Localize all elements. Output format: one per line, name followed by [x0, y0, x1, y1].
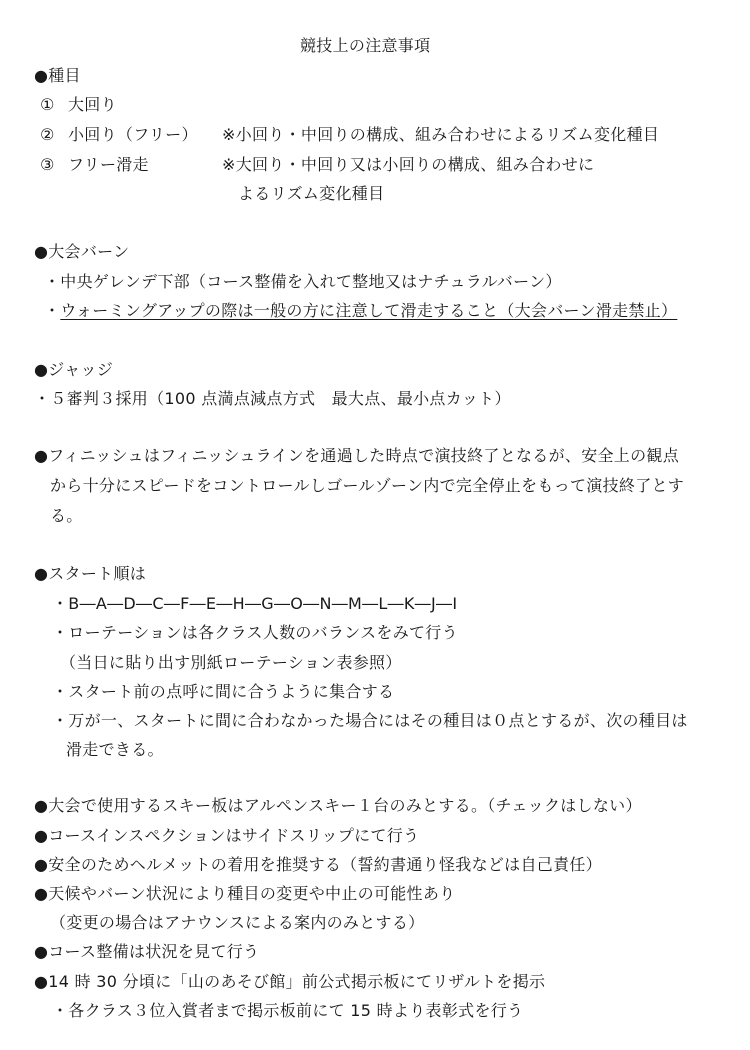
finish-line-2: から十分にスピードをコントロールしゴールゾーン内で完全停止をもって演技終了とす — [50, 476, 685, 495]
finish-line-1: ●フィニッシュはフィニッシュラインを通過した時点で演技終了となるが、安全上の観点 — [34, 446, 680, 465]
start-late-line-1: ・万が一、スタートに間に合わなかった場合にはその種目は０点とするが、次の種目は — [52, 711, 688, 730]
event-item-3-number: ③ — [40, 155, 55, 174]
helmet-rule: ●安全のためヘルメットの着用を推奨する（誓約書通り怪我などは自己責任） — [34, 855, 602, 874]
event-item-1-name: 大回り — [68, 95, 117, 114]
judge-heading: ●ジャッジ — [34, 360, 114, 379]
start-late-line-2: 滑走できる。 — [66, 740, 164, 759]
weather-note: （変更の場合はアナウンスによる案内のみとする） — [50, 913, 425, 932]
judge-line-1: ・５審判３採用（100 点満点減点方式 最大点、最小点カット） — [34, 389, 511, 408]
ceremony-rule: ・各クラス３位入賞者まで掲示板前にて 15 時より表彰式を行う — [52, 1001, 524, 1020]
event-item-2-number: ② — [40, 125, 55, 144]
event-item-2-name: 小回り（フリー） — [68, 125, 198, 144]
maintenance-rule: ●コース整備は状況を見て行う — [34, 942, 260, 961]
start-rollcall: ・スタート前の点呼に間に合うように集合する — [52, 682, 395, 701]
warmup-warning: ウォーミングアップの際は一般の方に注意して滑走すること（大会バーン滑走禁止） — [60, 301, 678, 320]
events-heading: ●種目 — [34, 66, 81, 85]
event-item-2-note: ※小回り・中回りの構成、組み合わせによるリズム変化種目 — [222, 125, 660, 144]
slope-line-2 — [44, 303, 677, 319]
finish-line-3: る。 — [50, 506, 83, 525]
ski-rule: ●大会で使用するスキー板はアルペンスキー１台のみとする。（チェックはしない） — [34, 796, 642, 815]
start-order: ・B―A―D―C―F―E―H―G―O―N―M―L―K―J―I — [52, 594, 458, 613]
inspection-rule: ●コースインスペクションはサイドスリップにて行う — [34, 826, 420, 845]
start-heading: ●スタート順は — [34, 564, 147, 583]
slope-line-2-bullet: ・ — [44, 301, 61, 320]
event-item-1-number: ① — [40, 95, 55, 114]
results-rule: ●14 時 30 分頃に「山のあそび館」前公式掲示板にてリザルトを掲示 — [34, 972, 546, 991]
slope-heading: ●大会バーン — [34, 242, 130, 261]
weather-rule: ●天候やバーン状況により種目の変更や中止の可能性あり — [34, 884, 456, 903]
start-rotation: ・ローテーションは各クラス人数のバランスをみて行う — [52, 623, 458, 642]
page-title: 競技上の注意事項 — [300, 36, 431, 55]
slope-line-1: ・中央ゲレンデ下部（コース整備を入れて整地又はナチュラルバーン） — [44, 272, 562, 291]
event-item-3-note: ※大回り・中回り又は小回りの構成、組み合わせに — [222, 155, 595, 174]
start-rotation-note: （当日に貼り出す別紙ローテーション表参照） — [60, 653, 402, 672]
event-item-3-note-cont: よるリズム変化種目 — [238, 184, 385, 203]
event-item-3-name: フリー滑走 — [68, 155, 149, 174]
